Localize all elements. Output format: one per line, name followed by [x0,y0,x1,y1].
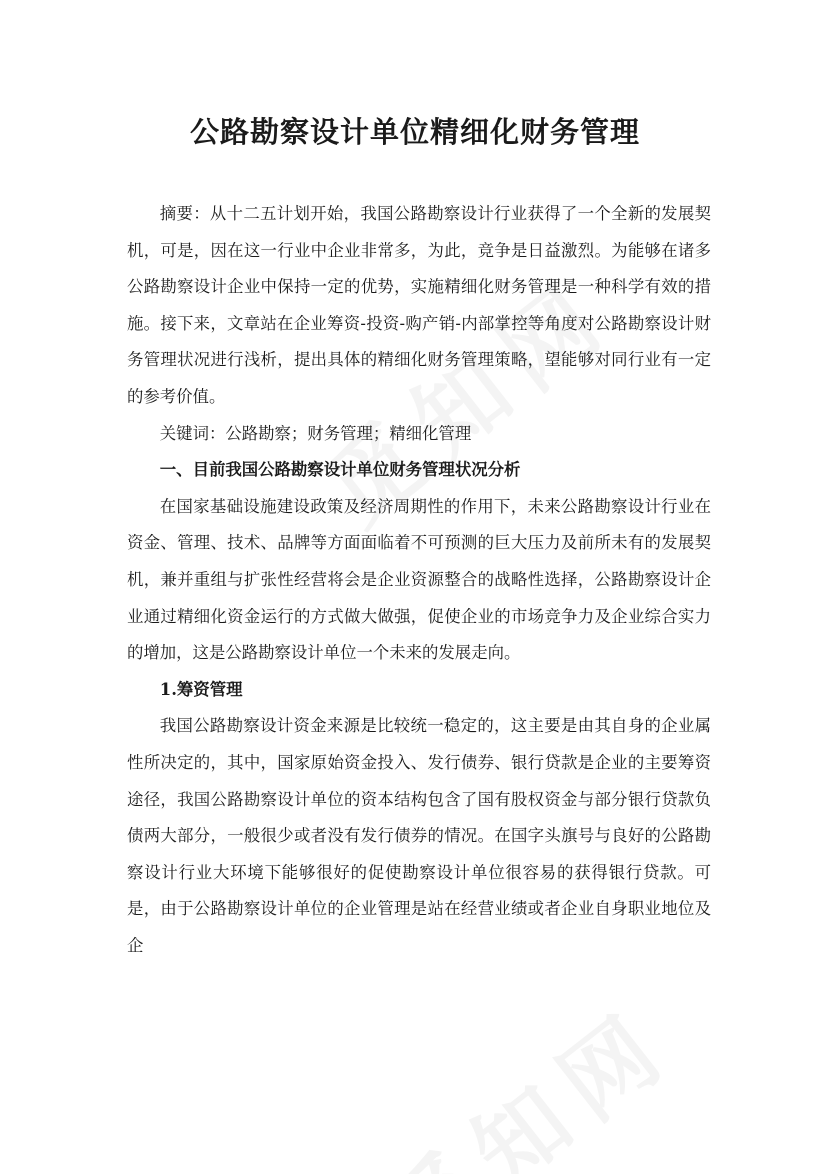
document-title: 公路勘察设计单位精细化财务管理 [189,115,640,149]
keywords-line: 关键词：公路勘察；财务管理；精细化管理 [159,423,472,443]
abstract-paragraph: 摘要：从十二五计划开始，我国公路勘察设计行业获得了一个全新的发展契机，可是，因在这一行业中企业非常多，为此，竞争是日益激烈。为能够在诸多公路勘察设计企业中保持一定的优势，实施精细化财务管理是一种科学有效的措施。接下来，文章站在企业筹资-投资-购产销-内部掌控等角度对公路勘察设计财务管理状况进行浅析，提出具体的精细化财务管理策略，望能够对同行业有一定的参考价值。 [127,204,711,406]
document-body [127,196,711,964]
section-1-heading: 一、目前我国公路勘察设计单位财务管理状况分析 [159,460,521,480]
subsection-1-heading: 1.筹资管理 [159,679,243,699]
section-1-paragraph: 在国家基础设施建设政策及经济周期性的作用下，未来公路勘察设计行业在资金、管理、技术、品牌等方面面临着不可预测的巨大压力及前所未有的发展契机，兼并重组与扩张性经营将会是企业资源整合的战略性选择，公路勘察设计企业通过精细化资金运行的方式做大做强，促使企业的市场竞争力及企业综合实力的增加，这是公路勘察设计单位一个未来的发展走向。 [127,496,711,663]
watermark-lower [354,972,695,1174]
subsection-1-paragraph: 我国公路勘察设计资金来源是比较统一稳定的，这主要是由其自身的企业属性所决定的，其中，国家原始资金投入、发行债券、银行贷款是企业的主要筹资途径，我国公路勘察设计单位的资本结构包含了国有股权资金与部分银行贷款负债两大部分，一般很少或者没有发行债券的情况。在国字头旗号与良好的公路勘察设计行业大环境下能够很好的促使勘察设计单位很容易的获得银行贷款。可是，由于公路勘察设计单位的企业管理是站在经营业绩或者企业自身职业地位及企 [127,716,711,955]
